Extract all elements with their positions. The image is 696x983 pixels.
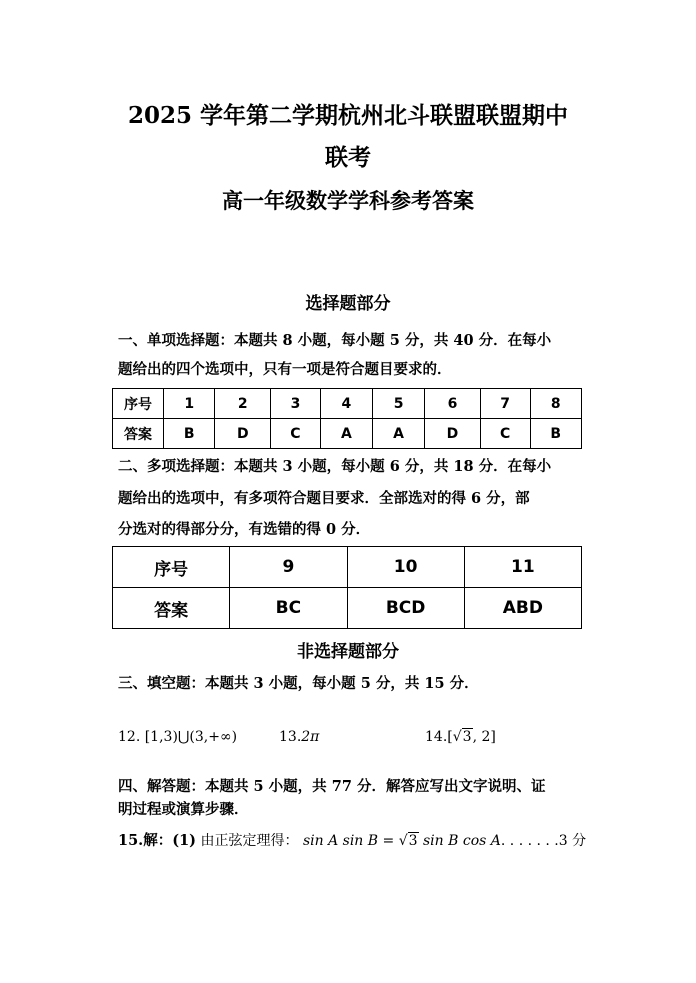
answer-cell: C (480, 419, 530, 449)
question-number: 8 (530, 389, 581, 419)
part4-description-line2: 明过程或演算步骤． (118, 801, 249, 818)
question-number: 10 (347, 547, 464, 588)
radicand: 3 (408, 833, 418, 849)
row-label-answer: 答案 (113, 419, 164, 449)
question-number: 3 (271, 389, 321, 419)
document-title-line1: 2025 学年第二学期杭州北斗联盟联盟期中 (127, 102, 569, 129)
answer-cell: B (530, 419, 581, 449)
multiple-choice-answer-table (112, 546, 582, 629)
table-row-numbers (113, 389, 582, 419)
answer-formula: 2π (301, 729, 320, 745)
choice-section-heading: 选择题部分 (305, 294, 391, 314)
part2-description-line2: 题给出的选项中，有多项符合题目要求．全部选对的得 6 分，部 (118, 490, 530, 507)
score: 3 分 (558, 833, 587, 849)
question-number: 4 (320, 389, 372, 419)
row-label-number: 序号 (113, 389, 164, 419)
question-number: 6 (425, 389, 481, 419)
answer-close: , 2] (472, 729, 496, 745)
square-root: √3 (452, 729, 472, 745)
question-number: 5 (372, 389, 424, 419)
solution-15-line1 (118, 830, 586, 852)
answer-cell: A (320, 419, 372, 449)
answer-cell: ABD (464, 588, 581, 629)
question-number: 11 (464, 547, 581, 588)
question-number: 2 (215, 389, 271, 419)
answer-cell: A (372, 419, 424, 449)
formula-right: sin B cos A (423, 833, 501, 849)
fill-answer-13 (279, 726, 319, 748)
table-row-answers (113, 588, 582, 629)
fill-answer-12 (118, 726, 237, 748)
question-label: 14. (425, 729, 448, 745)
solution-text: 由正弦定理得： (200, 833, 299, 849)
answer-cell: BC (230, 588, 347, 629)
part1-description-line1: 一、单项选择题：本题共 8 小题，每小题 5 分，共 40 分．在每小 (118, 332, 552, 349)
table-row-answers (113, 419, 582, 449)
question-number: 1 (164, 389, 215, 419)
answer-cell: D (425, 419, 481, 449)
solution-label: 15.解：(1) (118, 832, 197, 849)
document-subtitle: 高一年级数学学科参考答案 (222, 188, 474, 213)
radicand: 3 (462, 729, 472, 745)
answer-cell: C (271, 419, 321, 449)
formula-left: sin A sin B = (302, 833, 395, 849)
question-number: 9 (230, 547, 347, 588)
part3-description: 三、填空题：本题共 3 小题，每小题 5 分，共 15 分． (118, 675, 479, 692)
part4-description-line1: 四、解答题：本题共 5 小题，共 77 分．解答应写出文字说明、证 (118, 778, 546, 795)
part1-description-line2: 题给出的四个选项中，只有一项是符合题目要求的． (118, 361, 452, 378)
document-title-line2: 联考 (325, 144, 371, 171)
answer-open-bracket: [ (447, 729, 453, 745)
fill-answer-14 (425, 726, 496, 748)
answer-cell: BCD (347, 588, 464, 629)
nonchoice-section-heading: 非选择题部分 (297, 642, 399, 662)
single-choice-answer-table (112, 388, 582, 449)
row-label-number: 序号 (113, 547, 230, 588)
part2-description-line1: 二、多项选择题：本题共 3 小题，每小题 6 分，共 18 分．在每小 (118, 458, 552, 475)
question-label: 12. (118, 729, 141, 745)
question-number: 7 (480, 389, 530, 419)
answer-cell: D (215, 419, 271, 449)
score-dots: . . . . . . . (500, 833, 559, 849)
table-row-numbers (113, 547, 582, 588)
row-label-answer: 答案 (113, 588, 230, 629)
square-root: √3 (398, 833, 418, 849)
part2-description-line3: 分选对的得部分分，有选错的得 0 分． (118, 521, 371, 538)
question-label: 13. (279, 729, 302, 745)
answer-cell: B (164, 419, 215, 449)
answer-formula: [1,3)⋃(3,+∞) (144, 729, 238, 745)
